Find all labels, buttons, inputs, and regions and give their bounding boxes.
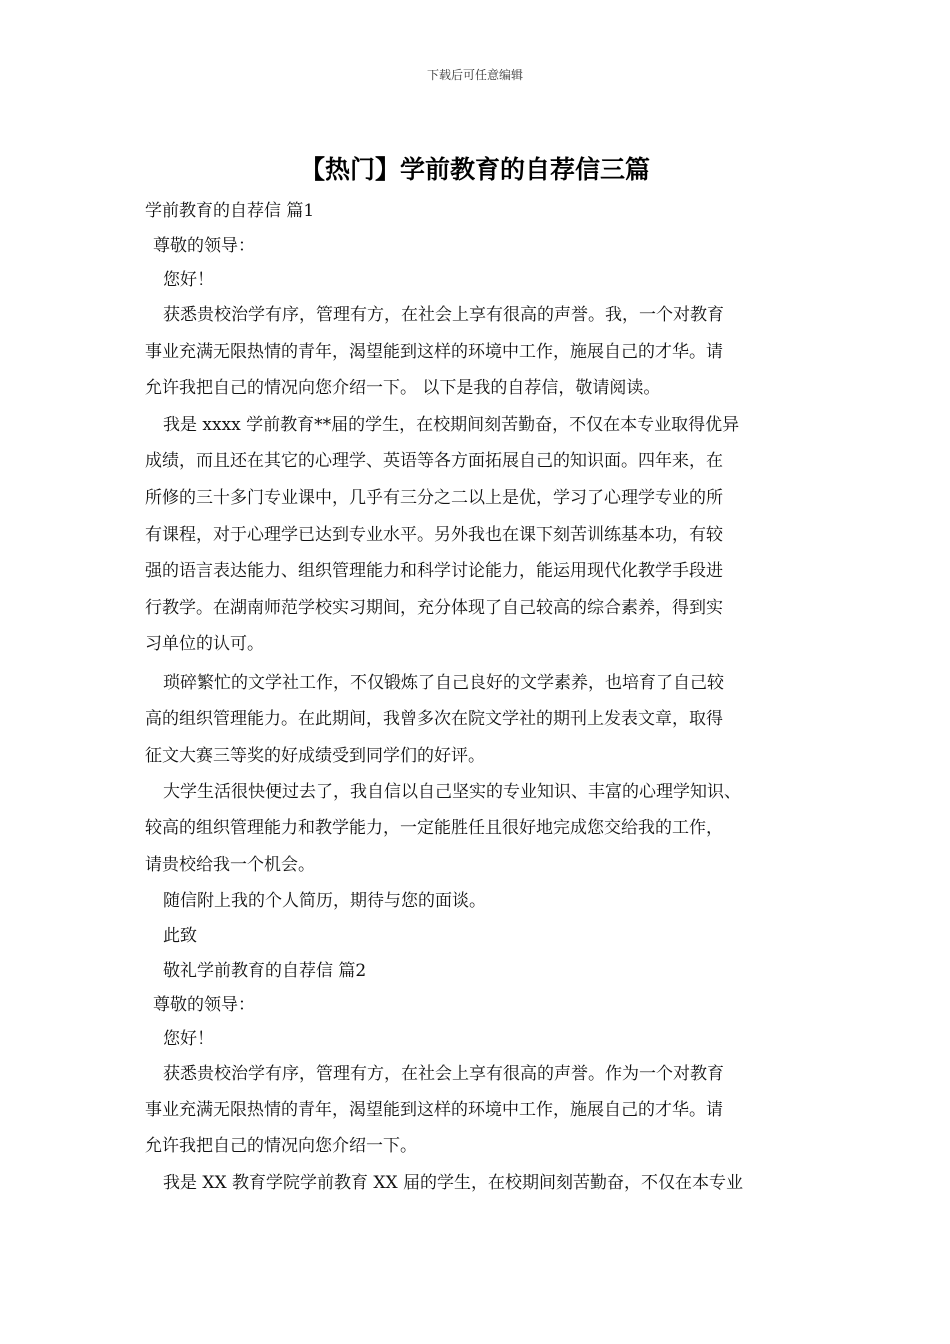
paragraph-line: 成绩，而且还在其它的心理学、英语等各方面拓展自己的知识面。四年来，在 xyxy=(145,451,723,471)
section-heading-1: 学前教育的自荐信 篇1 xyxy=(145,201,315,221)
paragraph-line: 我是 xxxx 学前教育**届的学生，在校期间刻苦勤奋，不仅在本专业取得优异 xyxy=(163,415,740,435)
paragraph-line: 征文大赛三等奖的好成绩受到同学们的好评。 xyxy=(145,746,485,766)
header-note: 下载后可任意编辑 xyxy=(426,68,523,82)
paragraph-line: 所修的三十多门专业课中，几乎有三分之二以上是优，学习了心理学专业的所 xyxy=(145,488,723,508)
salutation: 尊敬的领导： xyxy=(153,995,255,1015)
paragraph-line: 习单位的认可。 xyxy=(145,634,264,654)
salutation: 尊敬的领导： xyxy=(153,236,255,256)
greeting: 您好！ xyxy=(163,1029,214,1049)
document-title: 【热门】学前教育的自荐信三篇 xyxy=(299,155,650,184)
greeting: 您好！ xyxy=(163,270,214,290)
paragraph-line: 我是 XX 教育学院学前教育 XX 届的学生，在校期间刻苦勤奋，不仅在本专业 xyxy=(163,1173,744,1193)
paragraph-line: 事业充满无限热情的青年，渴望能到这样的环境中工作，施展自己的才华。请 xyxy=(145,1100,723,1120)
paragraph-line: 允许我把自己的情况向您介绍一下。 xyxy=(145,1136,417,1156)
paragraph-line: 较高的组织管理能力和教学能力，一定能胜任且很好地完成您交给我的工作， xyxy=(145,818,723,838)
paragraph-line: 有课程，对于心理学已达到专业水平。另外我也在课下刻苦训练基本功，有较 xyxy=(145,525,723,545)
paragraph-line: 琐碎繁忙的文学社工作，不仅锻炼了自己良好的文学素养，也培育了自己较 xyxy=(163,673,724,693)
paragraph-line: 请贵校给我一个机会。 xyxy=(145,855,315,875)
paragraph-line: 获悉贵校治学有序，管理有方，在社会上享有很高的声誉。作为一个对教育 xyxy=(163,1064,724,1084)
paragraph-line: 允许我把自己的情况向您介绍一下。 以下是我的自荐信，敬请阅读。 xyxy=(145,378,661,398)
paragraph-line: 大学生活很快便过去了，我自信以自己坚实的专业知识、丰富的心理学知识、 xyxy=(163,782,741,802)
closing-line: 此致 xyxy=(163,926,197,946)
paragraph-line: 高的组织管理能力。在此期间，我曾多次在院文学社的期刊上发表文章，取得 xyxy=(145,709,723,729)
paragraph-line: 获悉贵校治学有序，管理有方，在社会上享有很高的声誉。我，一个对教育 xyxy=(163,305,724,325)
paragraph-line: 事业充满无限热情的青年，渴望能到这样的环境中工作，施展自己的才华。请 xyxy=(145,342,723,362)
paragraph-line: 强的语言表达能力、组织管理能力和科学讨论能力，能运用现代化教学手段进 xyxy=(145,561,723,581)
section-heading-2: 敬礼学前教育的自荐信 篇2 xyxy=(163,961,367,981)
paragraph-line: 随信附上我的个人简历，期待与您的面谈。 xyxy=(163,891,486,911)
paragraph-line: 行教学。在湖南师范学校实习期间，充分体现了自己较高的综合素养，得到实 xyxy=(145,598,723,618)
